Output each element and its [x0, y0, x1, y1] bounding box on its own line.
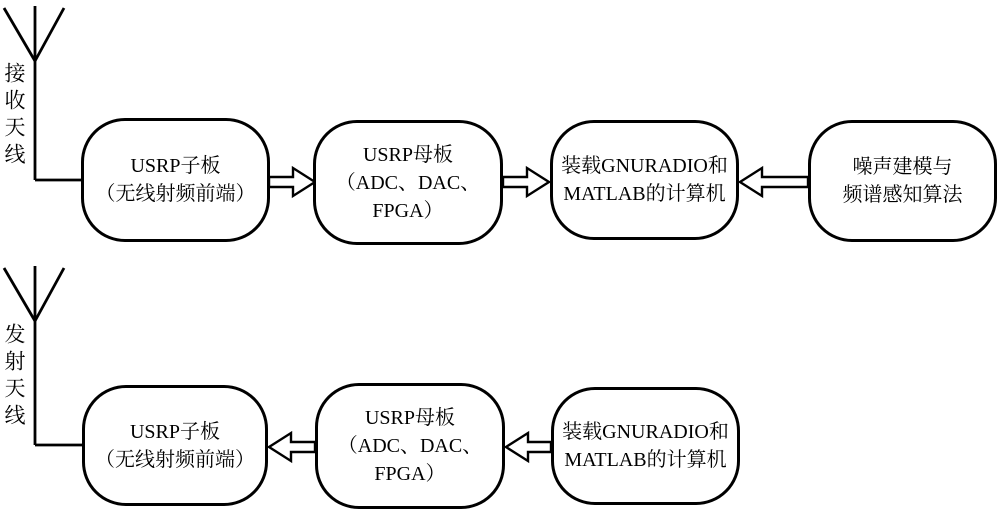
box-text-line: 频谱感知算法 — [842, 184, 963, 206]
box-text-line: FPGA） — [374, 463, 446, 485]
tx-antenna-label: 发射天线 — [2, 323, 26, 431]
box-text-line: 噪声建模与 — [852, 156, 953, 178]
tx-computer-box — [551, 387, 740, 505]
box-text-line: MATLAB的计算机 — [564, 449, 727, 471]
box-text-line: （ADC、DAC、 — [337, 435, 483, 457]
rx-computer-box — [550, 120, 739, 240]
box-text-line: （无线射频前端） — [95, 448, 255, 471]
box-text-line: MATLAB的计算机 — [563, 183, 726, 205]
box-text-line: USRP母板 — [364, 407, 456, 429]
tx-arrow-2-left-icon — [269, 433, 315, 461]
box-text-line: （ADC、DAC、 — [335, 171, 481, 194]
algorithm-arrow-left-icon — [740, 168, 808, 196]
box-text-line: 装载GNURADIO和 — [561, 155, 728, 177]
rx-arrow-2-right-icon — [503, 168, 549, 196]
box-text-line: FPGA） — [372, 199, 444, 222]
box-text-line: 装载GNURADIO和 — [562, 421, 729, 443]
rx-arrow-1-right-icon — [269, 168, 315, 196]
box-text-line: USRP子板 — [130, 155, 221, 177]
box-text-line: （无线射频前端） — [95, 183, 256, 205]
box-text-line: USRP子板 — [129, 420, 221, 443]
noise-modeling-algorithm-box — [808, 120, 997, 242]
tx-arrow-1-left-icon — [506, 433, 551, 461]
tx-usrp-daughterboard-box — [82, 385, 268, 506]
rx-usrp-motherboard-box — [313, 120, 503, 245]
rx-antenna-label: 接收天线 — [2, 62, 26, 170]
tx-usrp-motherboard-box — [315, 383, 505, 509]
rx-usrp-daughterboard-box — [81, 118, 270, 242]
box-text-line: USRP母板 — [362, 143, 454, 166]
